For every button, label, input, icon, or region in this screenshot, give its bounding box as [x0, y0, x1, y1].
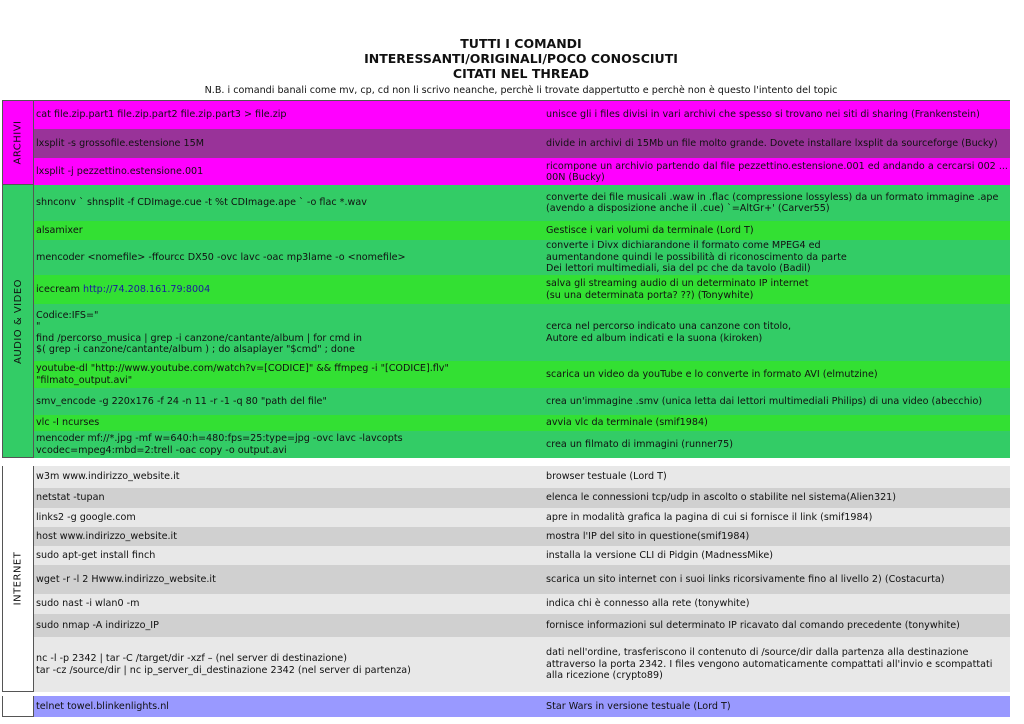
section-1: [2, 100, 1010, 185]
section-label-text: INTERNET: [12, 551, 24, 606]
command-cell: [34, 275, 544, 304]
table-row: [34, 527, 1010, 546]
table-row: [34, 415, 1010, 431]
table-row: [34, 594, 1010, 614]
section-3: [2, 466, 1010, 692]
table-row: [34, 388, 1010, 415]
command-cell: netstat -tupan: [36, 492, 105, 504]
section-label: [2, 696, 34, 716]
title-line-2: INTERESSANTI/ORIGINALI/POCO CONOSCIUTI: [364, 51, 678, 66]
stream-link[interactable]: http://74.208.161.79:8004: [83, 283, 211, 295]
command-cell: sudo nast -i wlan0 -m: [36, 598, 140, 610]
note-text: N.B. i comandi banali come mv, cp, cd non li scrivo neanche, perchè li trovate dappertutto e perchè non è questo l'intento del topic: [204, 85, 838, 96]
description-cell: converte i Divx dichiarandone il formato come MPEG4 ed aumentandone quindi le possibilità di riconoscimento da parte Dei lettori multimediali, sia del pc che da tavolo (Badil): [546, 240, 847, 275]
section-4: [2, 696, 1010, 717]
table-row: [34, 565, 1010, 594]
table-row: [34, 221, 1010, 240]
command-text: icecream: [36, 283, 84, 295]
table-row: [34, 637, 1010, 692]
table-row: [34, 546, 1010, 565]
table-row: [34, 275, 1010, 304]
command-cell: smv_encode -g 220x176 -f 24 -n 11 -r -1 -q 80 "path del file": [36, 395, 327, 407]
table-row: [34, 240, 1010, 275]
command-cell: lxsplit -s grossofile.estensione 15M: [36, 137, 204, 149]
command-cell: alsamixer: [36, 224, 83, 236]
command-cell: wget -r -l 2 Hwww.indirizzo_website.it: [36, 573, 216, 585]
table-row: [34, 158, 1010, 186]
description-cell: mostra l'IP del sito in questione(smif1984): [546, 530, 750, 542]
command-cell: shnconv ` shnsplit -f CDImage.cue -t %t CDImage.ape ` -o flac *.wav: [36, 197, 367, 209]
section-label: [2, 101, 34, 184]
command-cell: links2 -g google.com: [36, 511, 136, 523]
description-cell: dati nell'ordine, trasferiscono il contenuto di /source/dir dalla partenza alla destinazione attraverso la porta 2342. I files vengono automaticamente compattati all'invio e scompattati alla ricezione (crypto89): [546, 647, 993, 682]
description-cell: browser testuale (Lord T): [546, 471, 667, 483]
description-cell: converte dei file musicali .waw in .flac (compressione lossyless) da un formato immagine .ape (avendo a disposizione anche il .cue) `=AltGr+' (Carver55): [546, 191, 999, 214]
section-2: [2, 185, 1010, 458]
command-cell: youtube-dl "http://www.youtube.com/watch?v=[CODICE]" && ffmpeg -i "[CODICE].flv" "filmato_output.avi": [36, 363, 449, 386]
table-row: [34, 185, 1010, 221]
description-cell: fornisce informazioni sul determinato IP ricavato dal comando precedente (tonywhite): [546, 619, 960, 631]
command-cell: nc -l -p 2342 | tar -C /target/dir -xzf – (nel server di destinazione) tar -cz /source/dir | nc ip_server_di_destinazione 2342 (nel server di partenza): [36, 653, 411, 676]
table-row: [34, 508, 1010, 527]
description-cell: divide in archivi di 15Mb un file molto grande. Dovete installare lxsplit da sourceforge (Bucky): [546, 137, 998, 149]
description-cell: Star Wars in versione testuale (Lord T): [546, 700, 731, 712]
description-cell: crea un filmato di immagini (runner75): [546, 438, 733, 450]
section-label-text: ARCHIVI: [12, 120, 24, 165]
section-label: [2, 466, 34, 691]
table-row: [34, 101, 1010, 129]
table-row: [34, 696, 1010, 717]
description-cell: crea un'immagine .smv (unica letta dai lettori multimediali Philips) di una video (abecchio): [546, 395, 983, 407]
description-cell: elenca le connessioni tcp/udp in ascolto o stabilite nel sistema(Alien321): [546, 492, 897, 504]
command-cell: w3m www.indirizzo_website.it: [36, 471, 180, 483]
table-row: [34, 466, 1010, 488]
command-cell: lxsplit -j pezzettino.estensione.001: [36, 166, 204, 178]
command-cell: sudo nmap -A indirizzo_IP: [36, 619, 159, 631]
title-block: [0, 36, 1024, 81]
table-row: [34, 304, 1010, 361]
section-label: [2, 185, 34, 457]
command-cell: cat file.zip.part1 file.zip.part2 file.zip.part3 > file.zip: [36, 109, 287, 121]
description-cell: apre in modalità grafica la pagina di cui si fornisce il link (smif1984): [546, 511, 873, 523]
command-cell: host www.indirizzo_website.it: [36, 530, 177, 542]
description-cell: unisce gli i files divisi in vari archivi che spesso si trovano nei siti di sharing (Frankenstein): [546, 109, 980, 121]
description-cell: scarica un sito internet con i suoi links ricorsivamente fino al livello 2) (Costacurta): [546, 573, 945, 585]
table-row: [34, 129, 1010, 158]
title-line-1: TUTTI I COMANDI: [460, 36, 582, 51]
description-cell: scarica un video da youTube e lo converte in formato AVI (elmutzine): [546, 368, 878, 380]
table-row: [34, 431, 1010, 458]
table-row: [34, 614, 1010, 637]
command-cell: Codice:IFS=" " find /percorso_musica | grep -i canzone/cantante/album | for cmd in $( grep -i canzone/cantante/album ) ; do alsaplayer "$cmd" ; done: [36, 309, 362, 355]
description-cell: avvia vlc da terminale (smif1984): [546, 417, 708, 429]
command-cell: mencoder mf://*.jpg -mf w=640:h=480:fps=25:type=jpg -ovc lavc -lavcopts vcodec=mpeg4:mbd=2:trell -oac copy -o output.avi: [36, 433, 403, 456]
description-cell: installa la versione CLI di Pidgin (MadnessMike): [546, 549, 774, 561]
table-row: [34, 361, 1010, 388]
description-cell: indica chi è connesso alla rete (tonywhite): [546, 598, 750, 610]
description-cell: cerca nel percorso indicato una canzone con titolo, Autore ed album indicati e la suona (kiroken): [546, 321, 792, 344]
description-cell: Gestisce i vari volumi da terminale (Lord T): [546, 224, 754, 236]
section-label-text: AUDIO & VIDEO: [12, 278, 24, 364]
description-cell: ricompone un archivio partendo dal file pezzettino.estensione.001 ed andando a cercarsi 002 ... 00N (Bucky): [546, 160, 1008, 183]
description-cell: salva gli streaming audio di un determinato IP internet (su una determinata porta? ??) (Tonywhite): [546, 278, 809, 301]
table-row: [34, 488, 1010, 508]
command-cell: sudo apt-get install finch: [36, 549, 156, 561]
title-line-3: CITATI NEL THREAD: [452, 66, 590, 81]
command-cell: mencoder <nomefile> -ffourcc DX50 -ovc lavc -oac mp3lame -o <nomefile>: [36, 251, 406, 263]
command-cell: telnet towel.blinkenlights.nl: [36, 700, 169, 712]
command-cell: vlc -I ncurses: [36, 417, 100, 429]
